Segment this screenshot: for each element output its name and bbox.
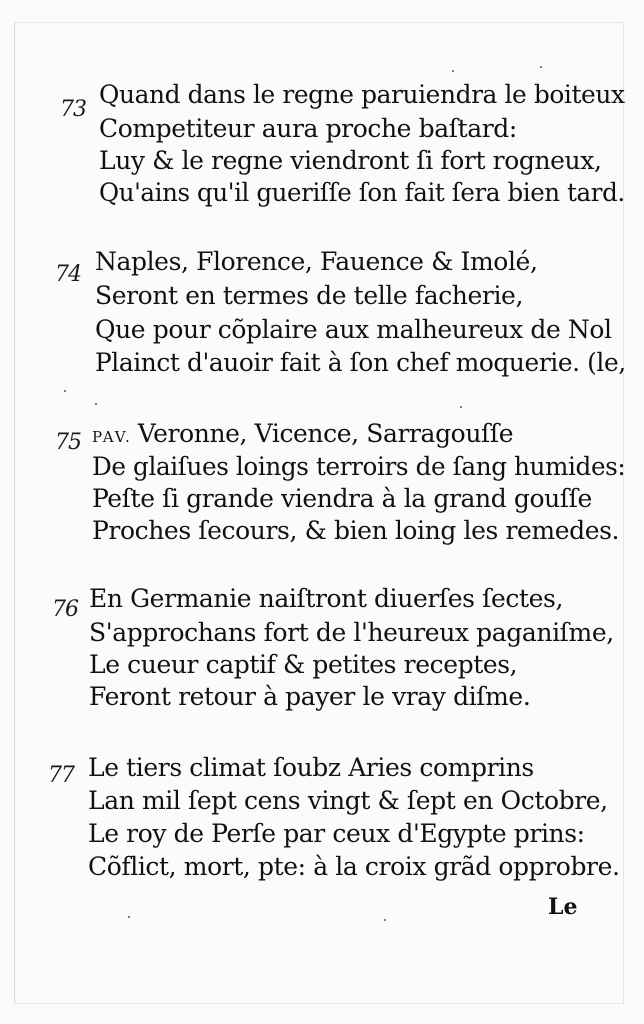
ink-speck bbox=[95, 403, 97, 405]
quatrain-number: 75 bbox=[55, 430, 81, 455]
quatrain-number: 76 bbox=[52, 597, 78, 622]
verse-line: Peſte ſi grande viendra à la grand gouſſe bbox=[92, 484, 592, 513]
verse-line: Lan mil ſept cens vingt & ſept en Octobre, bbox=[88, 786, 608, 815]
verse-line: Le cueur captif & petites receptes, bbox=[89, 650, 518, 679]
ink-speck bbox=[540, 66, 542, 68]
catchword: Le bbox=[548, 894, 578, 920]
verse-line: Seront en termes de telle facherie, bbox=[95, 281, 523, 310]
verse-text: Veronne, Vicence, Sarragouſſe bbox=[137, 419, 514, 448]
verse-line: Cõflict, mort, pte: à la croix grãd opprobre. bbox=[88, 852, 620, 881]
ink-speck bbox=[384, 919, 386, 921]
ink-speck bbox=[460, 406, 462, 408]
verse-line: De glaiſues loings terroirs de ſang humides: bbox=[92, 452, 626, 481]
verse-line: Le tiers climat ſoubz Aries comprins bbox=[88, 753, 534, 782]
verse-line: Plainct d'auoir fait à ſon chef moquerie. (le, bbox=[95, 348, 626, 377]
verse-line: Qu'ains qu'il gueriſſe ſon fait ſera bien tard. bbox=[99, 178, 625, 207]
verse-line: Naples, Florence, Fauence & Imolé, bbox=[95, 247, 538, 276]
verse-line: S'approchans fort de l'heureux paganiſme, bbox=[89, 618, 614, 647]
verse-line: En Germanie naiſtront diuerſes ſectes, bbox=[89, 584, 563, 613]
quatrain-number: 73 bbox=[60, 97, 86, 122]
ink-speck bbox=[452, 70, 454, 72]
verse-line: Le roy de Perſe par ceux d'Egypte prins: bbox=[88, 819, 585, 848]
quatrain-number: 77 bbox=[48, 763, 74, 788]
ink-speck bbox=[128, 916, 130, 918]
verse-line: Que pour cõplaire aux malheureux de Nol bbox=[95, 315, 612, 344]
prefix-label: PAV. bbox=[92, 428, 132, 446]
verse-line: Competiteur aura proche baſtard: bbox=[99, 114, 517, 143]
verse-line: Quand dans le regne paruiendra le boiteux bbox=[99, 80, 625, 109]
verse-line: Luy & le regne viendront ſi fort rogneux, bbox=[99, 146, 602, 175]
ink-speck bbox=[64, 390, 66, 392]
verse-line: Proches ſecours, & bien loing les remedes. bbox=[92, 516, 620, 545]
verse-line: Feront retour à payer le vray diſme. bbox=[89, 682, 531, 711]
verse-line-first bbox=[92, 421, 513, 446]
quatrain-number: 74 bbox=[55, 262, 81, 287]
